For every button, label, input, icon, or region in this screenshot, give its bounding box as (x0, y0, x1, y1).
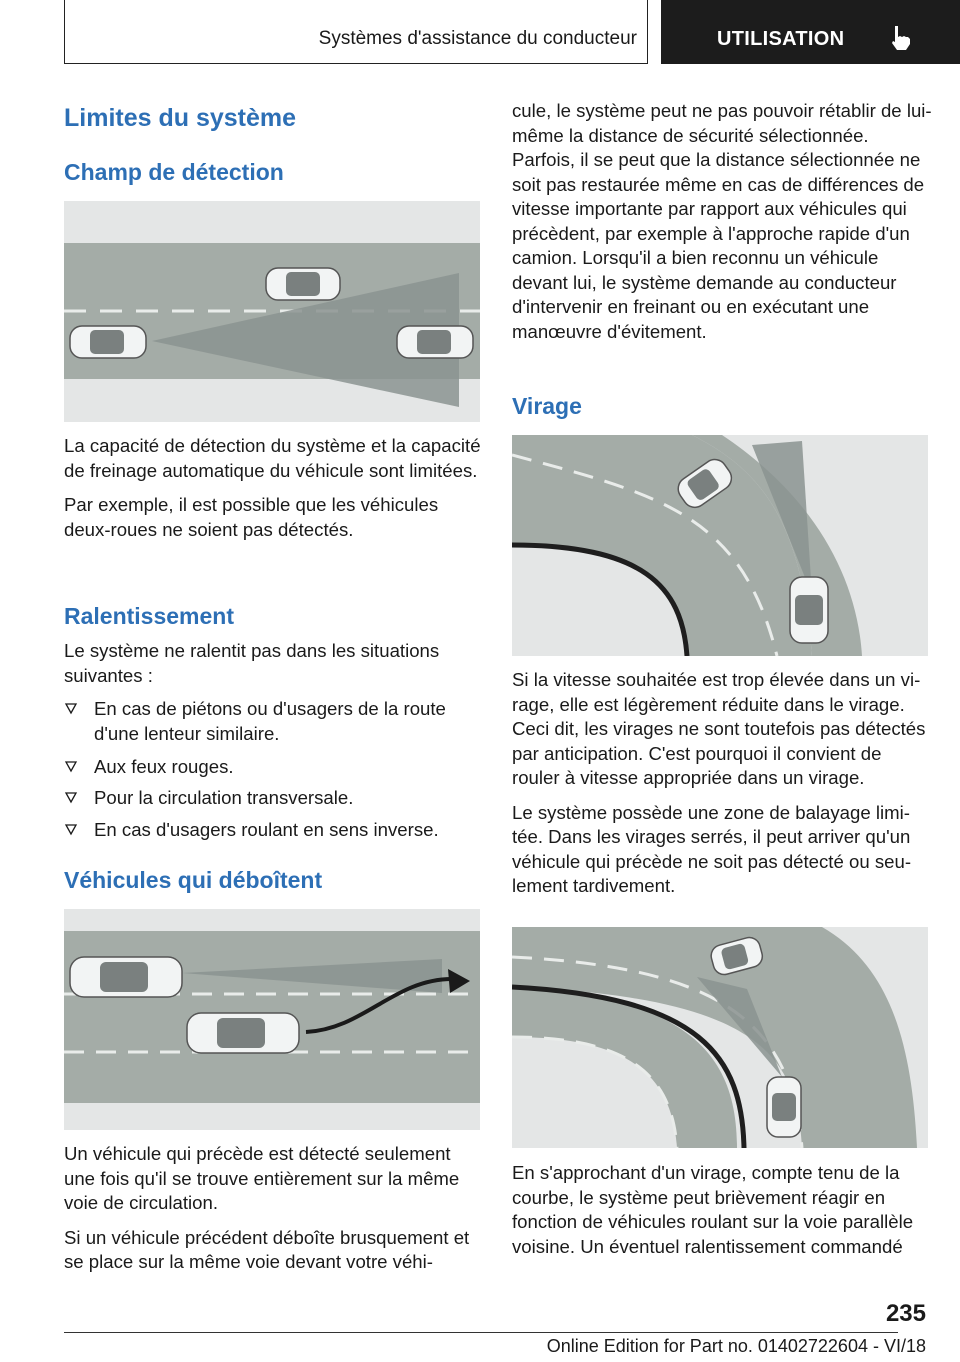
paragraph-neighbor-lane: En s'approchant d'un virage, compte tenu de la courbe, le système peut brièvement réagir en fonction de véhicules roulant sur la voie parallèle voisine. Un éventuel ralentissement commandé (512, 1162, 914, 1257)
list-item-text: Aux feux rouges. (94, 756, 234, 777)
figure-detection-range (64, 201, 480, 422)
detection-range-illustration (64, 201, 480, 422)
footer-divider (64, 1332, 898, 1333)
paragraph-sudden-cut: Si un véhicule précédent déboîte brusquement et se place sur la même voie devant votre véhi- (64, 1226, 470, 1272)
subsection-slowing-down: Ralentissement (64, 603, 235, 629)
curve-illustration (512, 435, 928, 656)
header-chapter-title: UTILISATION (717, 28, 845, 50)
figure-curve-2 (512, 927, 928, 1148)
car-icon (397, 326, 473, 358)
triangle-bullet-icon (64, 759, 78, 773)
paragraph-detection-lane: Un véhicule qui précède est détecté seulement une fois qu'il se trouve entièrement sur la même voie de circulation. (64, 1143, 460, 1213)
hand-pointer-icon (889, 24, 913, 52)
triangle-bullet-icon (64, 822, 78, 836)
car-icon (767, 1077, 801, 1137)
paragraph-scan-zone: Le système possède une zone de balayage limitée. Dans les virages serrés, il peut arriver qu'un véhicule qui précède ne soit pas détecté ou seulement tardivement. (512, 801, 912, 896)
car-icon (70, 326, 146, 358)
subsection-cutting-out: Véhicules qui déboîtent (64, 867, 323, 893)
paragraph-detection-limits: La capacité de détection du système et la capacité de freinage automatique du véhicule sont limitées. (64, 435, 481, 481)
paragraph-two-wheelers: Par exemple, il est possible que les véhicules deux-roues ne soient pas détectés. (64, 494, 439, 540)
header-chapter-tab (661, 0, 960, 64)
list-item-text: En cas d'usagers roulant en sens inverse. (94, 819, 439, 840)
paragraph-safety-distance: cule, le système peut ne pas pouvoir rétablir de lui-même la distance de sécurité sélectionnée. Parfois, il se peut que la distance sélectionnée ne soit pas restaurée même en cas de différences de vitesse importante par rapport aux véhicules qui précèdent, par exemple à l'approche rapide d'un camion. Lorsqu'il a bien reconnu un véhicule devant lui, le système demande au conducteur d'intervenir en freinant ou en exécutant une manœuvre d'évitement. (512, 100, 932, 342)
car-icon (187, 1013, 299, 1053)
paragraph-speed-in-curve: Si la vitesse souhaitée est trop élevée dans un virage, elle est légèrement réduite dans le virage. Ceci dit, les virages ne sont toutefois pas détectés par anticipation. C'est pourquoi il convient de rouler à vitesse appropriée dans un virage. (512, 669, 926, 788)
triangle-bullet-icon (64, 701, 78, 715)
subsection-curve: Virage (512, 393, 582, 419)
footer-edition: Online Edition for Part no. 01402722604 - VI/18 (546, 1336, 926, 1356)
curve-neighbor-lane-illustration (512, 927, 928, 1148)
triangle-bullet-icon (64, 790, 78, 804)
figure-curve-1 (512, 435, 928, 656)
cutting-out-illustration (64, 909, 480, 1130)
list-item-text: En cas de piétons ou d'usagers de la route d'une lenteur similaire. (94, 698, 446, 744)
page-number: 235 (885, 1300, 926, 1327)
subsection-detection-range: Champ de détection (64, 159, 284, 185)
header-section-title: Systèmes d'assistance du conducteur (318, 28, 637, 49)
car-icon (70, 957, 182, 997)
list-item-text: Pour la circulation transversale. (94, 787, 354, 808)
car-icon (790, 577, 828, 643)
figure-cutting-out (64, 909, 480, 1130)
car-icon (266, 268, 340, 300)
section-title: Limites du système (64, 104, 297, 132)
header-section-box (64, 0, 648, 64)
paragraph-slowing-intro: Le système ne ralentit pas dans les situations suivantes : (64, 640, 440, 686)
